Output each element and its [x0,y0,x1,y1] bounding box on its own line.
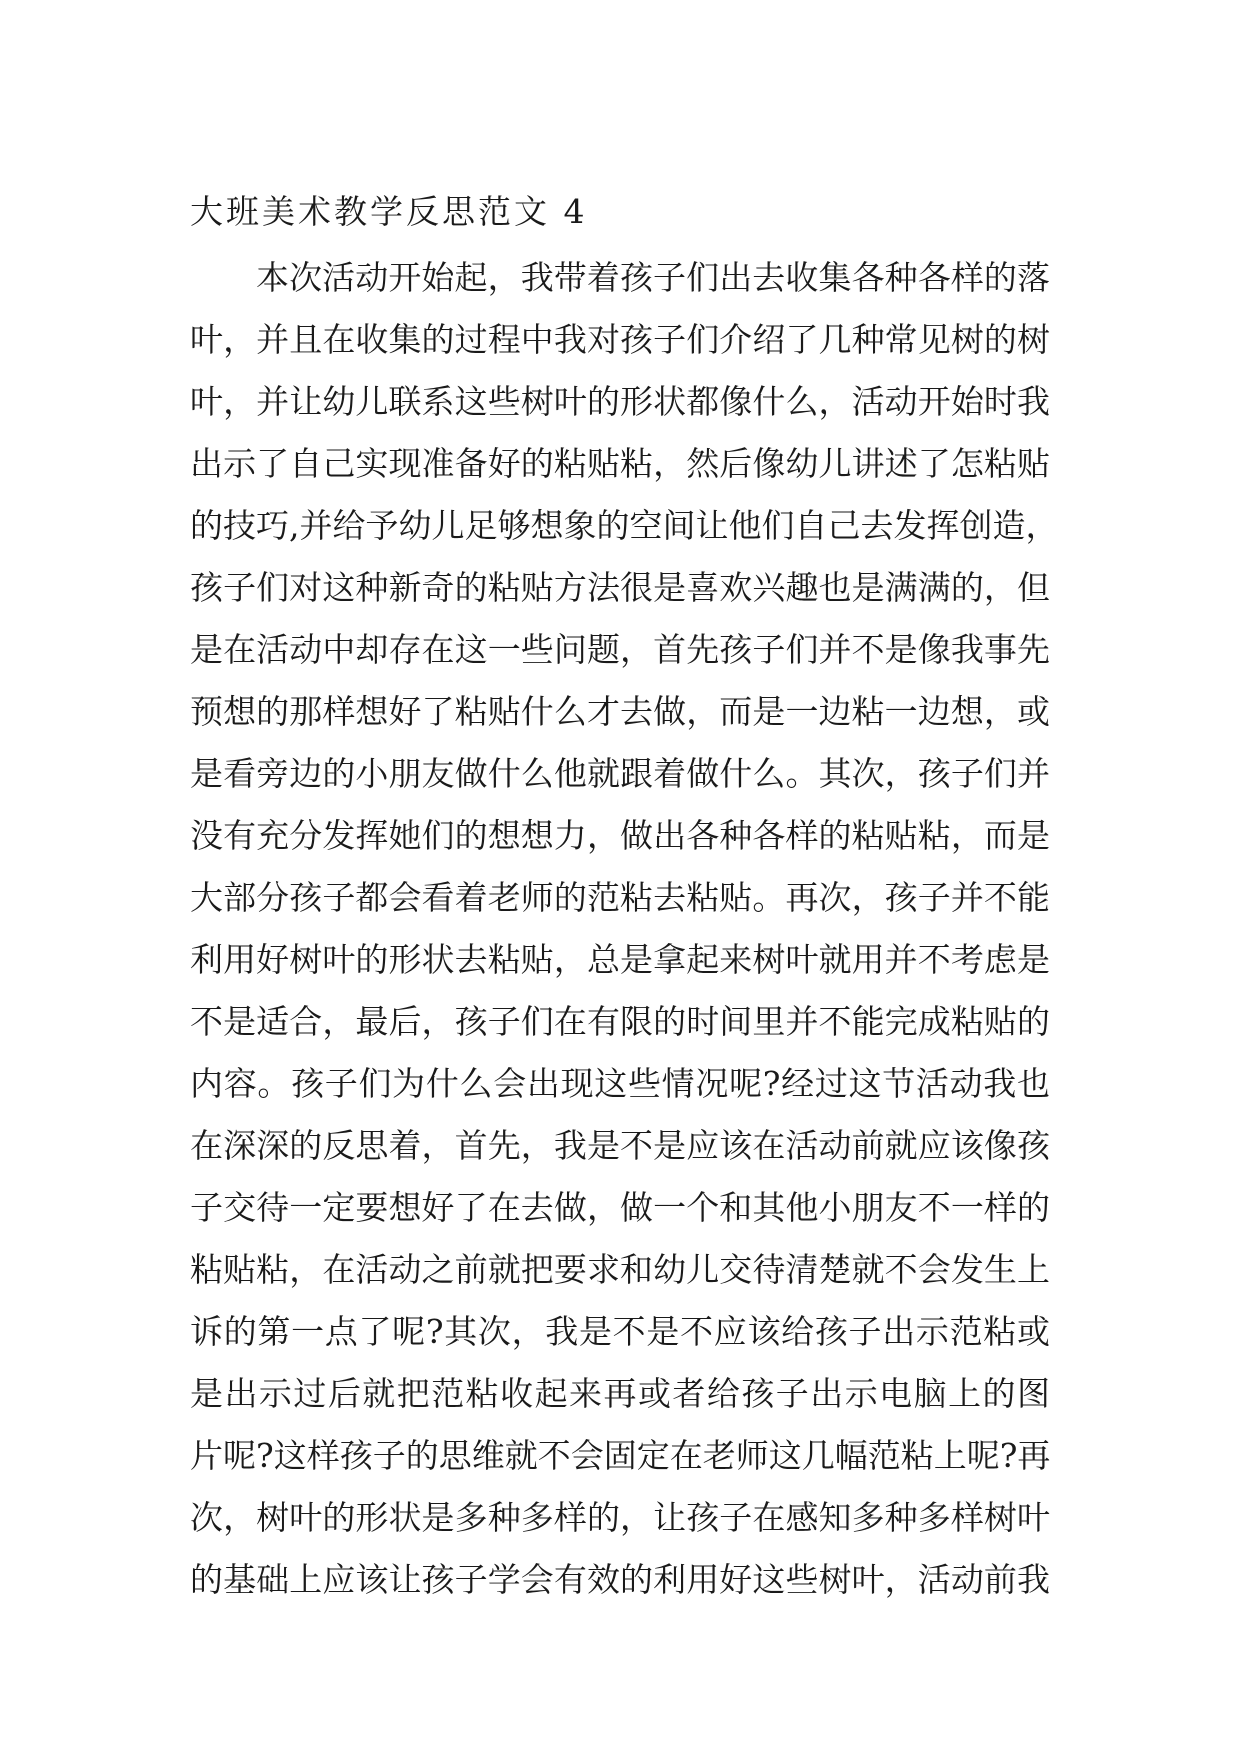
body-line: 出示了自己实现准备好的粘贴粘，然后像幼儿讲述了怎粘贴 [190,444,1050,483]
body-line: 本次活动开始起，我带着孩子们出去收集各种各样的落 [256,258,1050,297]
body-line: 利用好树叶的形状去粘贴，总是拿起来树叶就用并不考虑是 [190,940,1050,979]
body-line: 叶，并让幼儿联系这些树叶的形状都像什么，活动开始时我 [190,382,1050,421]
document-title: 大班美术教学反思范文 4 [190,192,588,231]
body-line: 粘贴粘，在活动之前就把要求和幼儿交待清楚就不会发生上 [190,1250,1050,1289]
body-line: 是看旁边的小朋友做什么他就跟着做什么。其次，孩子们并 [190,754,1050,793]
body-line: 是出示过后就把范粘收起来再或者给孩子出示电脑上的图 [190,1374,1050,1413]
body-line: 的技巧,并给予幼儿足够想象的空间让他们自己去发挥创造， [190,506,1059,545]
body-line: 在深深的反思着，首先，我是不是应该在活动前就应该像孩 [190,1126,1050,1165]
body-line: 预想的那样想好了粘贴什么才去做，而是一边粘一边想，或 [190,692,1050,731]
body-line: 子交待一定要想好了在去做，做一个和其他小朋友不一样的 [190,1188,1050,1227]
body-line: 的基础上应该让孩子学会有效的利用好这些树叶，活动前我 [190,1560,1050,1599]
body-line: 片呢?这样孩子的思维就不会固定在老师这几幅范粘上呢?再 [190,1436,1051,1475]
body-line: 次，树叶的形状是多种多样的，让孩子在感知多种多样树叶 [190,1498,1050,1537]
body-line: 孩子们对这种新奇的粘贴方法很是喜欢兴趣也是满满的，但 [190,568,1050,607]
body-line: 大部分孩子都会看着老师的范粘去粘贴。再次，孩子并不能 [190,878,1050,917]
body-line: 内容。孩子们为什么会出现这些情况呢?经过这节活动我也 [190,1064,1050,1103]
document-body [190,247,1059,1611]
body-line: 没有充分发挥她们的想想力，做出各种各样的粘贴粘，而是 [190,816,1050,855]
body-line: 不是适合，最后，孩子们在有限的时间里并不能完成粘贴的 [190,1002,1050,1041]
body-line: 是在活动中却存在这一些问题，首先孩子们并不是像我事先 [190,630,1050,669]
body-line: 叶，并且在收集的过程中我对孩子们介绍了几种常见树的树 [190,320,1050,359]
body-line: 诉的第一点了呢?其次，我是不是不应该给孩子出示范粘或 [190,1312,1050,1351]
